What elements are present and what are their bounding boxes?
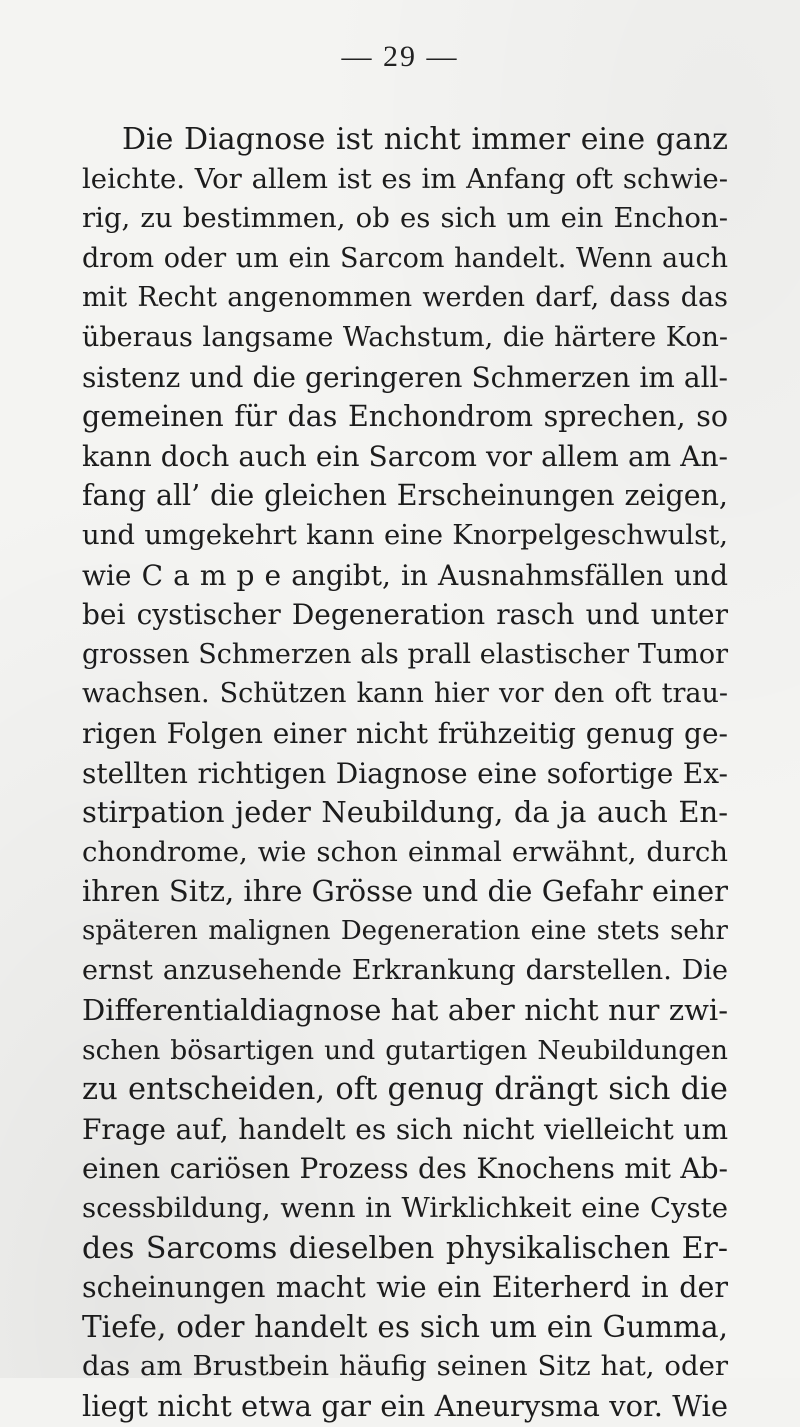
text-line: wie C a m p e angibt, in Ausnahmsfällen und <box>82 558 728 592</box>
text-line: stirpation jeder Neubildung, da ja auch En- <box>82 795 728 830</box>
body-text <box>82 120 728 1427</box>
text-line: stellten richtigen Diagnose eine sofortige Ex- <box>82 756 728 790</box>
text-line: drom oder um ein Sarcom handelt. Wenn auch <box>82 242 728 274</box>
text-line: kann doch auch ein Sarcom vor allem am An- <box>82 439 728 473</box>
text-line: späteren malignen Degeneration eine stets sehr <box>82 915 728 946</box>
text-line: gemeinen für das Enchondrom sprechen, so <box>82 400 728 434</box>
text-line: Tiefe, oder handelt es sich um ein Gumma, <box>82 1309 728 1344</box>
text-line: scheinungen macht wie ein Eiterherd in der <box>82 1271 728 1305</box>
text-line: mit Recht angenommen werden darf, dass das <box>82 282 728 314</box>
page-number: — 29 — <box>341 40 459 73</box>
text-line: ernst anzusehende Erkrankung darstellen. Die <box>82 955 728 987</box>
text-line: Differentialdiagnose hat aber nicht nur zwi- <box>82 993 728 1028</box>
text-line: sistenz und die geringeren Schmerzen im all- <box>82 360 728 394</box>
text-line: und umgekehrt kann eine Knorpelgeschwulst, <box>82 518 728 551</box>
text-line: grossen Schmerzen als prall elastischer Tumor <box>82 638 728 670</box>
text-line: des Sarcoms dieselben physikalischen Er- <box>82 1230 728 1266</box>
text-line: rig, zu bestimmen, ob es sich um ein Enchon- <box>82 202 728 235</box>
text-line: liegt nicht etwa gar ein Aneurysma vor. Wie <box>82 1389 728 1423</box>
text-line: fang all’ die gleichen Erscheinungen zeigen, <box>82 479 728 513</box>
text-line: bei cystischer Degeneration rasch und unter <box>82 598 728 632</box>
text-line: scessbildung, wenn in Wirklichkeit eine Cyste <box>82 1192 728 1225</box>
text-line: rigen Folgen einer nicht frühzeitig genug ge- <box>82 716 728 750</box>
text-line: zu entscheiden, oft genug drängt sich die <box>82 1072 728 1108</box>
text-line: ihren Sitz, ihre Grösse und die Gefahr einer <box>82 874 728 909</box>
text-line: überaus langsame Wachstum, die härtere Kon- <box>82 321 728 353</box>
text-line: einen cariösen Prozess des Knochens mit Ab- <box>82 1152 728 1186</box>
text-line: wachsen. Schützen kann hier vor den oft trau- <box>82 678 728 710</box>
text-line: Die Diagnose ist nicht immer eine ganz <box>122 122 728 157</box>
text-line: chondrome, wie schon einmal erwähnt, durch <box>82 835 728 868</box>
text-line: schen bösartigen und gutartigen Neubildungen <box>82 1034 728 1066</box>
text-line: leichte. Vor allem ist es im Anfang oft schwie- <box>82 162 728 195</box>
text-line: Frage auf, handelt es sich nicht vielleicht um <box>82 1112 728 1146</box>
text-line: das am Brustbein häufig seinen Sitz hat, oder <box>82 1350 728 1383</box>
